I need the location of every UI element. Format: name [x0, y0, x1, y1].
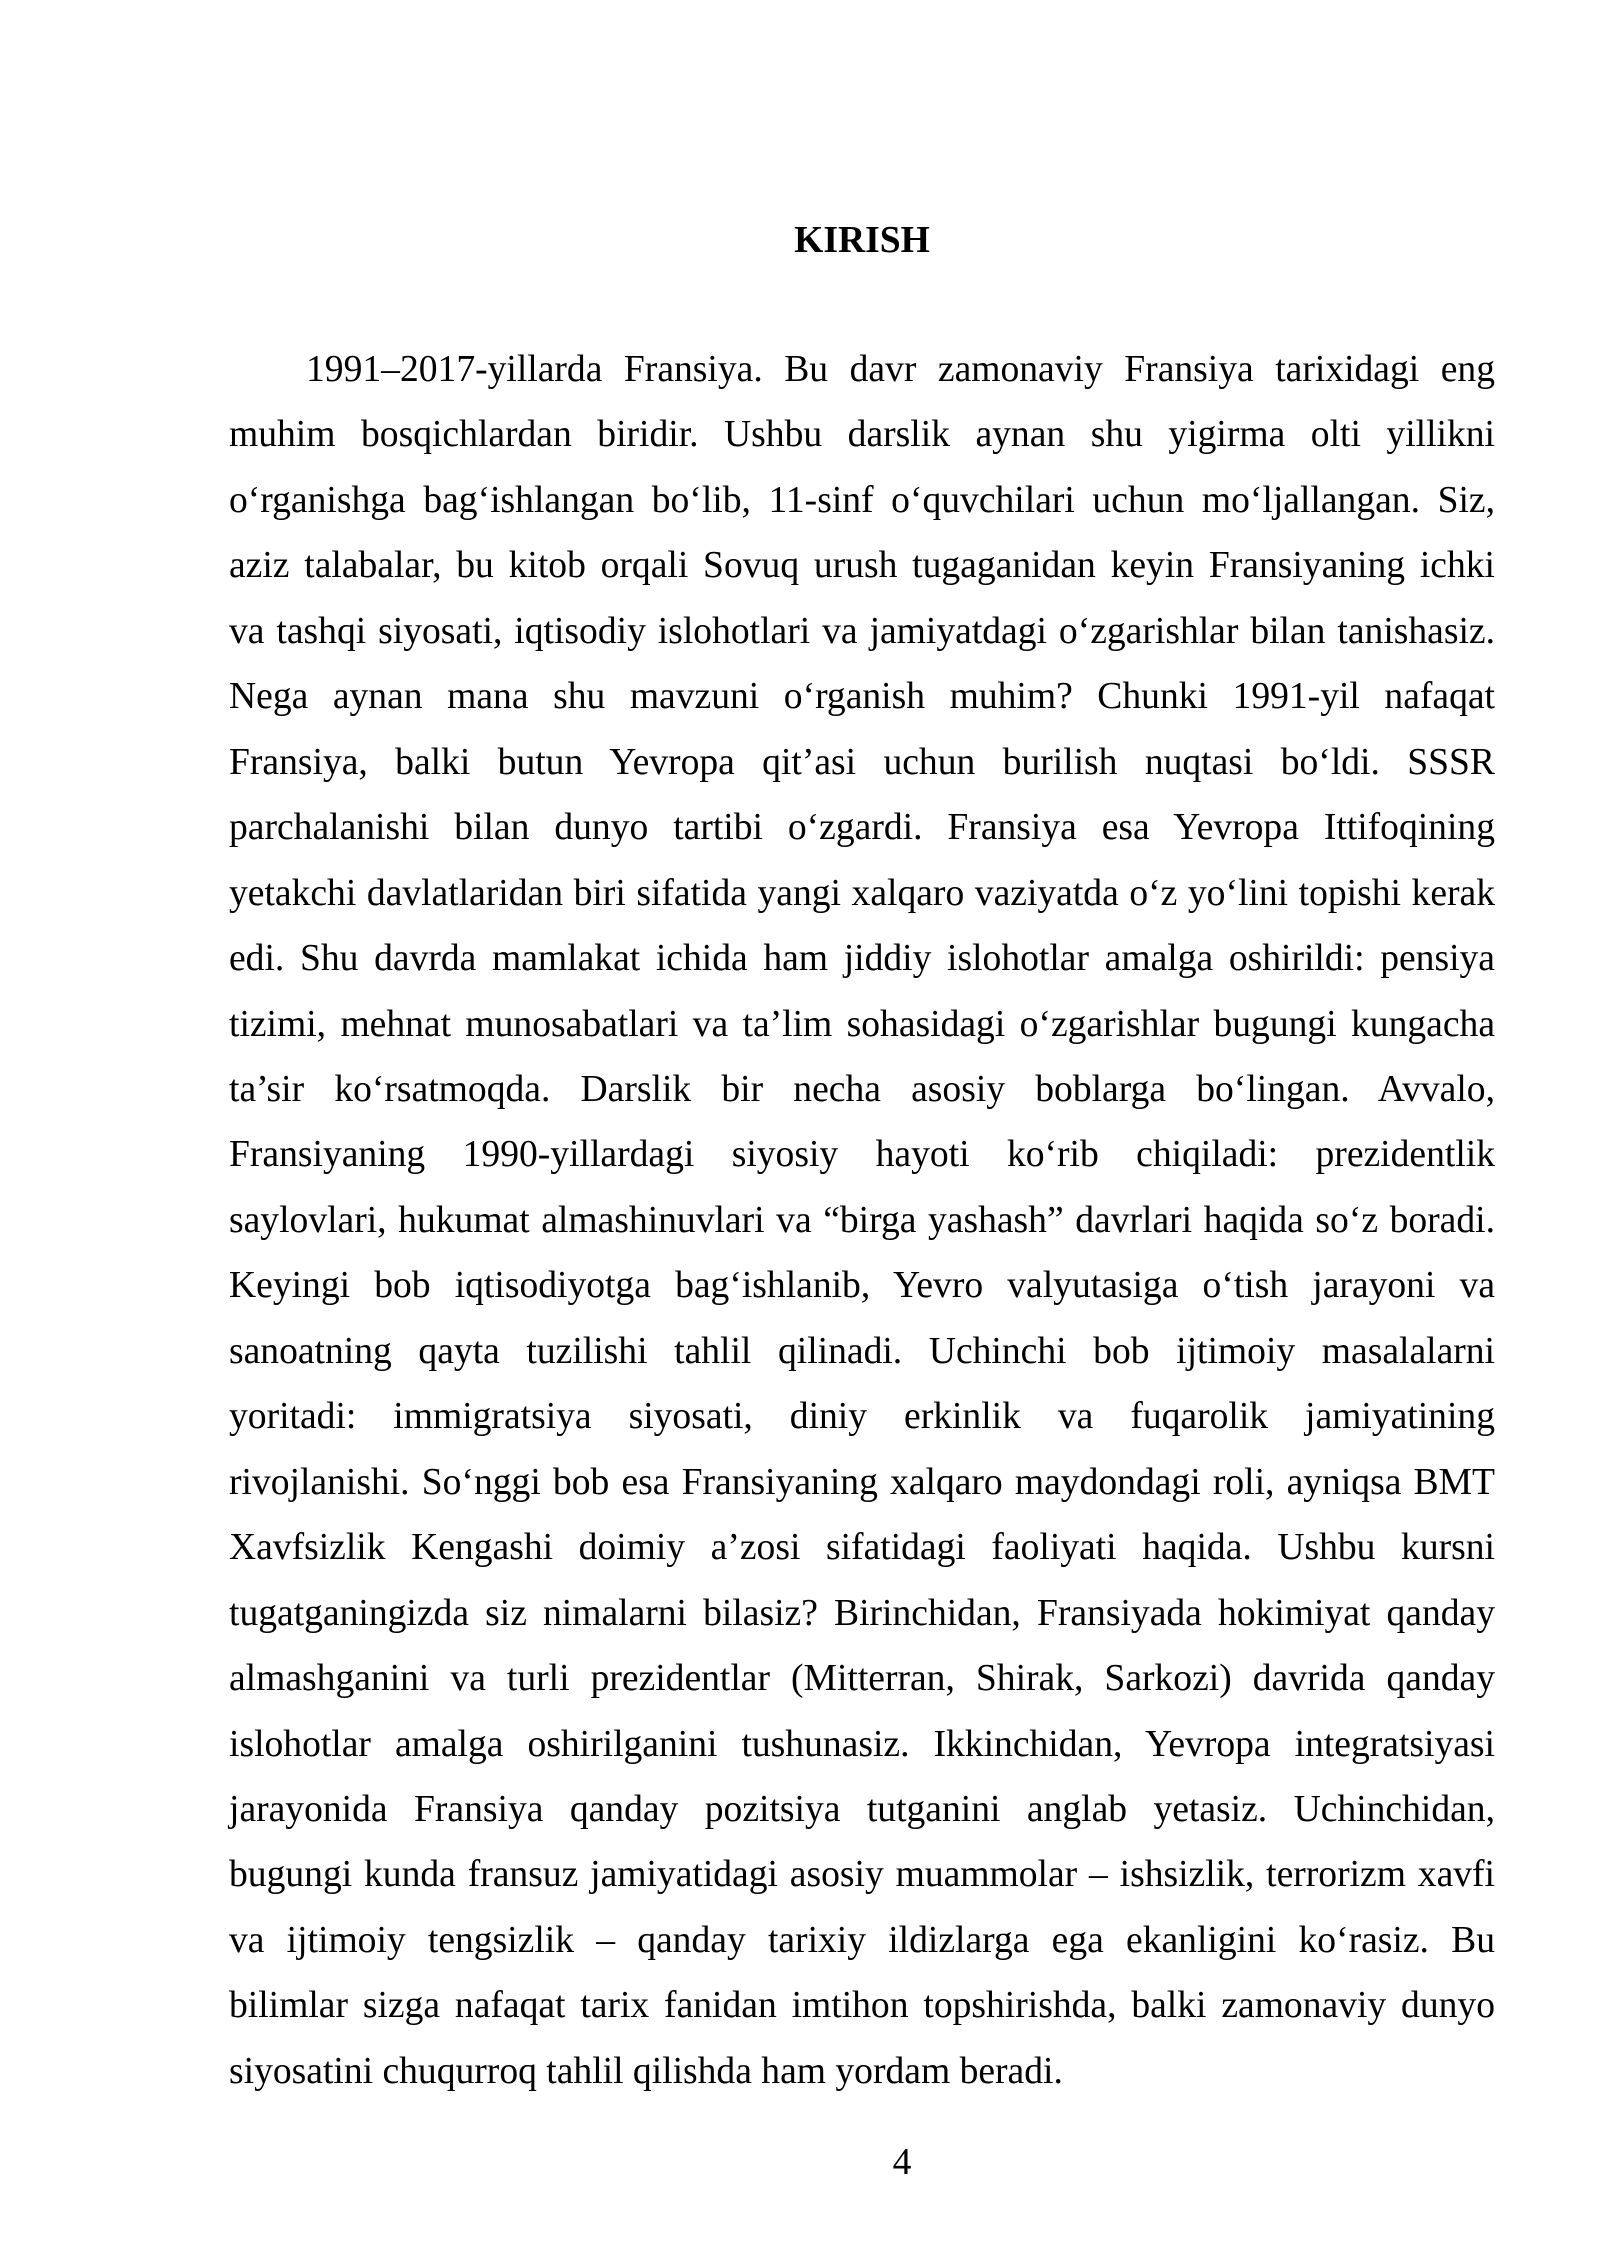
paragraph-line: yoritadi: immigratsiya siyosati, diniy erkinlik va fuqarolik jamiyatining	[229, 1396, 1495, 1438]
paragraph-line: va ijtimoiy tengsizlik – qanday tarixiy ildizlarga ega ekanligini ko‘rasiz. Bu	[229, 1919, 1495, 1961]
paragraph-line: rivojlanishi. So‘nggi bob esa Fransiyaning xalqaro maydondagi roli, ayniqsa BMT	[229, 1461, 1495, 1503]
paragraph-line: Nega aynan mana shu mavzuni o‘rganish muhim? Chunki 1991-yil nafaqat	[229, 676, 1495, 718]
paragraph-line: sanoatning qayta tuzilishi tahlil qilinadi. Uchinchi bob ijtimoiy masalalarni	[229, 1330, 1495, 1372]
paragraph-line: Fransiyaning 1990-yillardagi siyosiy hayoti ko‘rib chiqiladi: prezidentlik	[229, 1134, 1495, 1176]
paragraph-line: va tashqi siyosati, iqtisodiy islohotlari va jamiyatdagi o‘zgarishlar bilan tanishasiz.	[229, 610, 1495, 652]
paragraph-line: tizimi, mehnat munosabatlari va ta’lim sohasidagi o‘zgarishlar bugungi kungacha	[229, 1003, 1495, 1045]
paragraph-line: yetakchi davlatlaridan biri sifatida yangi xalqaro vaziyatda o‘z yo‘lini topishi kerak	[229, 872, 1495, 914]
paragraph-line: parchalanishi bilan dunyo tartibi o‘zgardi. Fransiya esa Yevropa Ittifoqining	[229, 807, 1495, 849]
paragraph-line: o‘rganishga bag‘ishlangan bo‘lib, 11-sinf o‘quvchilari uchun mo‘ljallangan. Siz,	[229, 479, 1495, 521]
paragraph-line: edi. Shu davrda mamlakat ichida ham jiddiy islohotlar amalga oshirildi: pensiya	[229, 938, 1495, 980]
paragraph-line: Fransiya, balki butun Yevropa qit’asi uchun burilish nuqtasi bo‘ldi. SSSR	[229, 741, 1495, 783]
paragraph-line: almashganini va turli prezidentlar (Mitterran, Shirak, Sarkozi) davrida qanday	[229, 1658, 1495, 1700]
paragraph-line: muhim bosqichlardan biridir. Ushbu darslik aynan shu yigirma olti yillikni	[229, 414, 1495, 456]
paragraph-line: Xavfsizlik Kengashi doimiy a’zosi sifatidagi faoliyati haqida. Ushbu kursni	[229, 1527, 1495, 1569]
paragraph-line: jarayonida Fransiya qanday pozitsiya tutganini anglab yetasiz. Uchinchidan,	[229, 1788, 1495, 1830]
paragraph-line: saylovlari, hukumat almashinuvlari va “birga yashash” davrlari haqida so‘z boradi.	[229, 1199, 1495, 1241]
page-number: 4	[892, 2142, 912, 2183]
paragraph-line: tugatganingizda siz nimalarni bilasiz? Birinchidan, Fransiyada hokimiyat qanday	[229, 1592, 1495, 1634]
document-title: KIRISH	[794, 220, 930, 261]
paragraph-line: islohotlar amalga oshirilganini tushunasiz. Ikkinchidan, Yevropa integratsiyasi	[229, 1723, 1495, 1765]
body-paragraph	[229, 337, 1495, 2104]
paragraph-line: bugungi kunda fransuz jamiyatidagi asosiy muammolar – ishsizlik, terrorizm xavfi	[229, 1854, 1495, 1896]
paragraph-line: siyosatini chuqurroq tahlil qilishda ham yordam beradi.	[229, 2050, 1063, 2092]
paragraph-line: aziz talabalar, bu kitob orqali Sovuq urush tugaganidan keyin Fransiyaning ichki	[229, 545, 1495, 587]
paragraph-line: 1991–2017-yillarda Fransiya. Bu davr zamonaviy Fransiya tarixidagi eng	[306, 349, 1495, 390]
paragraph-line: Keyingi bob iqtisodiyotga bag‘ishlanib, Yevro valyutasiga o‘tish jarayoni va	[229, 1265, 1495, 1307]
paragraph-line: bilimlar sizga nafaqat tarix fanidan imtihon topshirishda, balki zamonaviy dunyo	[229, 1985, 1495, 2027]
paragraph-line: ta’sir ko‘rsatmoqda. Darslik bir necha asosiy boblarga bo‘lingan. Avvalo,	[229, 1068, 1495, 1110]
